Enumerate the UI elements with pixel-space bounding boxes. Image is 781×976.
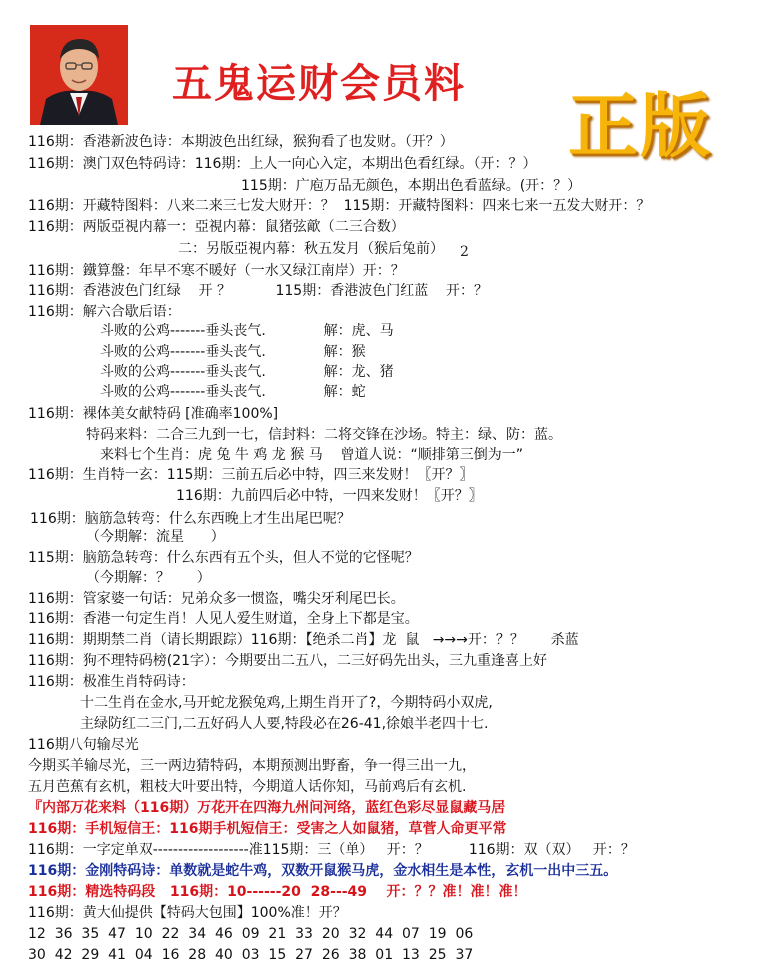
line-40: 30 42 29 41 04 16 28 40 03 15 27 26 38 01 13 25 37	[28, 947, 474, 963]
line-20: （今期解：流星 ）	[86, 529, 225, 545]
line-32: 五月芭蕉有玄机，粗枝大叶要出特，今期道人话你知，马前鸡后有玄机.	[28, 779, 467, 795]
line-34: 116期：手机短信王：116期手机短信王：受害之人如鼠猪，草菅人命更平常	[28, 821, 507, 837]
line-36: 116期：金刚特码诗：单数就是蛇牛鸡，双数开鼠猴马虎，金水相生是本性，玄机一出中三五。	[28, 863, 618, 879]
line-19: 116期：脑筋急转弯：什么东西晚上才生出尾巴呢？	[30, 511, 351, 527]
line-25: 116期：期期禁二肖（请长期跟踪）116期：【绝杀二肖】龙 鼠 →→→开：？？ 杀蓝	[28, 632, 579, 648]
line-24: 116期：香港一句定生肖！人见人爱生财道，全身上下都是宝。	[28, 611, 419, 627]
line-10: 斗败的公鸡-------垂头丧气. 解：虎、马	[100, 323, 394, 339]
line-30: 116期八句输尽光	[28, 737, 139, 753]
line-1: 116期：香港新波色诗：本期波色出红绿，猴狗看了也发财。（开？）	[28, 134, 454, 150]
portrait-photo	[30, 25, 128, 125]
line-28: 十二生肖在金水,马开蛇龙猴兔鸡,上期生肖开了?，今期特码小双虎,	[80, 695, 493, 711]
line-13: 斗败的公鸡-------垂头丧气. 解：蛇	[100, 384, 366, 400]
line-17: 116期：生肖特一玄：115期：三前五后必中特，四三来发财！〖开？〗	[28, 467, 474, 483]
line-14: 116期：裸体美女献特码 [准确率100%]	[28, 406, 279, 422]
line-21: 115期：脑筋急转弯：什么东西有五个头，但人不觉的它怪呢？	[28, 550, 419, 566]
line-11: 斗败的公鸡-------垂头丧气. 解：猴	[100, 344, 366, 360]
line-12: 斗败的公鸡-------垂头丧气. 解：龙、猪	[100, 364, 394, 380]
line-22: （今期解：？ ）	[86, 570, 211, 586]
line-18: 116期：九前四后必中特，一四来发财！〖开？〗	[176, 488, 483, 504]
line-9: 116期：解六合歇后语：	[28, 304, 181, 320]
line-26: 116期：狗不理特码榜(21字）：今期要出二五八，二三好码先出头，三九重逢喜上好	[28, 653, 547, 669]
stray-digit: 2	[460, 244, 469, 260]
line-6: 二：另版亞視内幕：秋五发月（猴后兔前）	[178, 241, 444, 257]
line-3: 115期：广庖万品无颜色，本期出色看蓝绿。(开：？）	[241, 178, 582, 194]
line-16: 来料七个生肖：虎 兔 牛 鸡 龙 猴 马 曾道人说：“顺排第三倒为一”	[100, 447, 524, 463]
line-33: 『内部万花来料（116期）万花开在四海九州问河络，蓝红色彩尽显鼠藏马居	[28, 800, 506, 816]
line-7: 116期：鐵算盤：年早不寒不暖好（一水又绿江南岸）开：？	[28, 263, 405, 279]
line-4: 116期：开藏特图料：八来二来三七发大财开：？ 115期：开藏特图料：四来七来一五发大财开：？	[28, 198, 651, 214]
line-5: 116期：两版亞視内幕一：亞視内幕：鼠猪弦歒（二三合数）	[28, 219, 405, 235]
line-35: 116期：一字定单双-------------------准115期：三（单） 开：？ 116期：双（双） 开：？	[28, 842, 635, 858]
page-title: 五鬼运财会员料	[172, 61, 466, 107]
line-8: 116期：香港波色门红绿 开 ？ 115期：香港波色门红蓝 开：？	[28, 283, 488, 299]
line-39: 12 36 35 47 10 22 34 46 09 21 33 20 32 44 07 19 06	[28, 926, 474, 942]
line-38: 116期：黄大仙提供【特码大包围】100%准！开？	[28, 905, 347, 921]
line-23: 116期：管家婆一句话：兄弟众多一惯盗，嘴尖牙利尾巴长。	[28, 591, 405, 607]
line-27: 116期：极准生肖特码诗：	[28, 674, 195, 690]
line-2: 116期：澳门双色特码诗：116期：上人一向心入定，本期出色看红绿。（开：？）	[28, 156, 537, 172]
line-15: 特码来料：二合三九到一七，信封料：二将交锋在沙场。特主：绿、防：蓝。	[86, 427, 562, 443]
authentic-badge: 正版	[568, 85, 712, 167]
line-31: 今期买羊输尽光，三一两边猜特码，本期预测出野畜，争一得三出一九，	[28, 758, 476, 774]
line-37: 116期：精选特码段 116期：10------20 28---49 开：？？准！准！准！	[28, 884, 527, 900]
line-29: 主绿防红二三门,二五好码人人要,特段必在26-41,徐娘半老四十七.	[80, 716, 489, 732]
